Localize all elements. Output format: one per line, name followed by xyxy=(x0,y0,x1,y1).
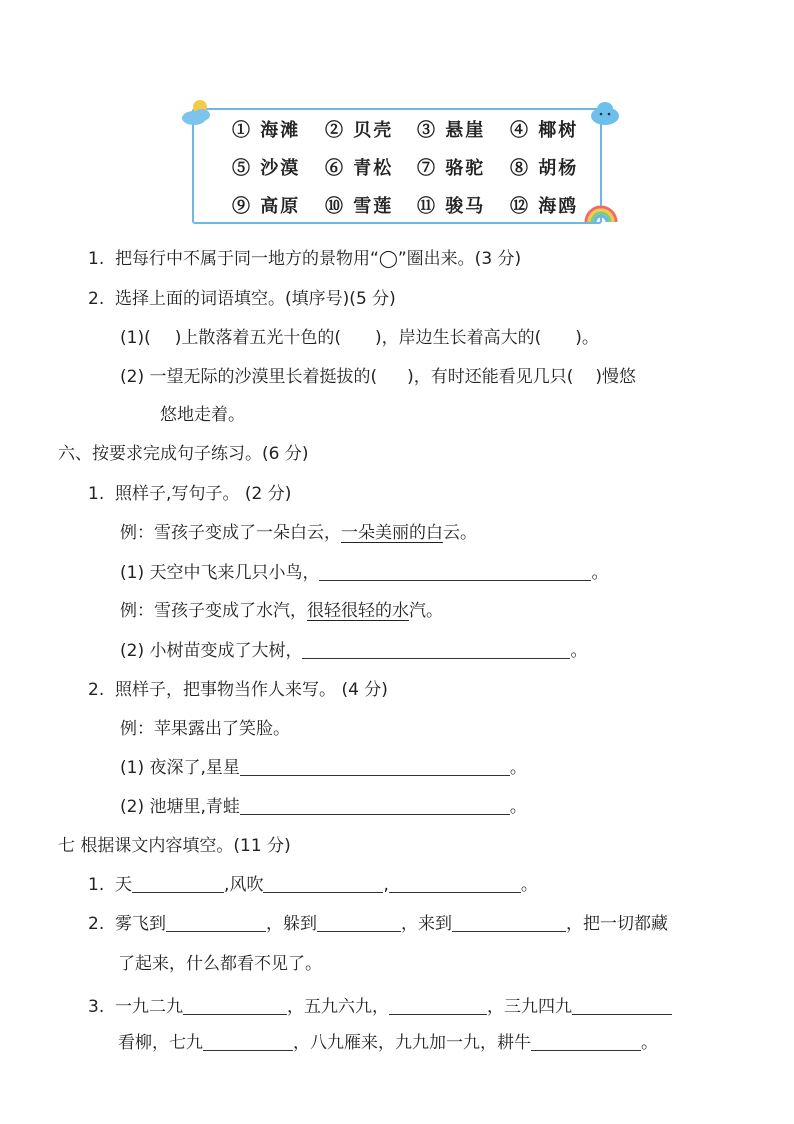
section-7-question-2-continued: 了起来，什么都看不见了。 xyxy=(118,954,322,974)
word-item: ④ 椰树 xyxy=(510,120,579,141)
word-item: ① 海滩 xyxy=(232,120,301,141)
word-item: ⑫ 海鸥 xyxy=(510,196,579,217)
answer-blank[interactable] xyxy=(166,913,266,932)
section-7-question-2: 2. 雾飞到 ，躲到 ，来到 ，把一切都藏 xyxy=(88,914,669,934)
word-item: ⑥ 青松 xyxy=(325,158,394,179)
sentence-item-1: (1) 天空中飞来几只小鸟， 。 xyxy=(120,563,609,583)
question-2-sentence-1: (1)( )上散落着五光十色的( )，岸边生长着高大的( )。 xyxy=(120,328,599,348)
example-3: 例：苹果露出了笑脸。 xyxy=(120,719,290,739)
section-7-question-1: 1. 天 ,风吹 , 。 xyxy=(88,875,538,895)
answer-blank[interactable] xyxy=(302,640,570,659)
word-item: ② 贝壳 xyxy=(325,120,394,141)
word-item: ⑩ 雪莲 xyxy=(325,196,394,217)
answer-blank[interactable] xyxy=(452,913,566,932)
word-item: ⑦ 骆驼 xyxy=(417,158,486,179)
word-box-row-1 xyxy=(194,116,600,146)
question-1: 1. 把每行中不属于同一地方的景物用“◯”圈出来。(3 分) xyxy=(88,249,522,269)
answer-blank[interactable] xyxy=(389,996,487,1015)
section-6-title: 六、按要求完成句子练习。(6 分) xyxy=(58,444,309,464)
section-6-question-1: 1. 照样子,写句子。 (2 分) xyxy=(88,484,292,504)
word-item: ③ 悬崖 xyxy=(417,120,486,141)
word-item: ⑨ 高原 xyxy=(232,196,301,217)
answer-blank[interactable] xyxy=(389,874,521,893)
answer-blank[interactable] xyxy=(203,1032,293,1051)
question-2-sentence-2: (2) 一望无际的沙漠里长着挺拔的( )，有时还能看见几只( )慢悠 xyxy=(120,367,637,387)
answer-blank[interactable] xyxy=(572,996,672,1015)
word-item: ⑧ 胡杨 xyxy=(510,158,579,179)
word-box xyxy=(192,108,602,224)
answer-blank[interactable] xyxy=(240,757,510,776)
answer-blank[interactable] xyxy=(183,996,287,1015)
moon-icon xyxy=(178,196,204,224)
rainbow-icon xyxy=(582,198,620,224)
example-1: 例：雪孩子变成了一朵白云，一朵美丽的白云。 xyxy=(120,523,477,543)
section-7-question-3: 3. 一九二九 ，五九六九， ，三九四九 xyxy=(88,995,672,1019)
word-item: ⑪ 骏马 xyxy=(417,196,486,217)
answer-blank[interactable] xyxy=(531,1032,641,1051)
sentence-item-3: (1) 夜深了,星星 。 xyxy=(120,758,527,778)
sentence-item-4: (2) 池塘里,青蛙 。 xyxy=(120,797,527,817)
answer-blank[interactable] xyxy=(317,913,401,932)
cloud-icon xyxy=(588,98,622,128)
answer-blank[interactable] xyxy=(319,562,591,581)
answer-blank[interactable] xyxy=(240,796,510,815)
question-2-sentence-2-continued: 悠地走着。 xyxy=(160,405,245,425)
section-6-question-2: 2. 照样子，把事物当作人来写。 (4 分) xyxy=(88,680,388,700)
section-7-question-3-continued: 看柳，七九 ，八九雁来，九九加一九，耕牛 。 xyxy=(118,1033,658,1053)
word-item: ⑤ 沙漠 xyxy=(232,158,301,179)
sentence-item-2: (2) 小树苗变成了大树， 。 xyxy=(120,641,588,661)
question-2: 2. 选择上面的词语填空。(填序号)(5 分) xyxy=(88,289,396,309)
word-box-row-3 xyxy=(194,192,600,222)
section-7-title: 七 根据课文内容填空。(11 分) xyxy=(58,836,291,856)
answer-blank[interactable] xyxy=(132,874,224,893)
example-2: 例：雪孩子变成了水汽，很轻很轻的水汽。 xyxy=(120,601,443,621)
word-box-row-2 xyxy=(194,154,600,184)
answer-blank[interactable] xyxy=(263,874,383,893)
sun-cloud-icon xyxy=(178,96,218,130)
